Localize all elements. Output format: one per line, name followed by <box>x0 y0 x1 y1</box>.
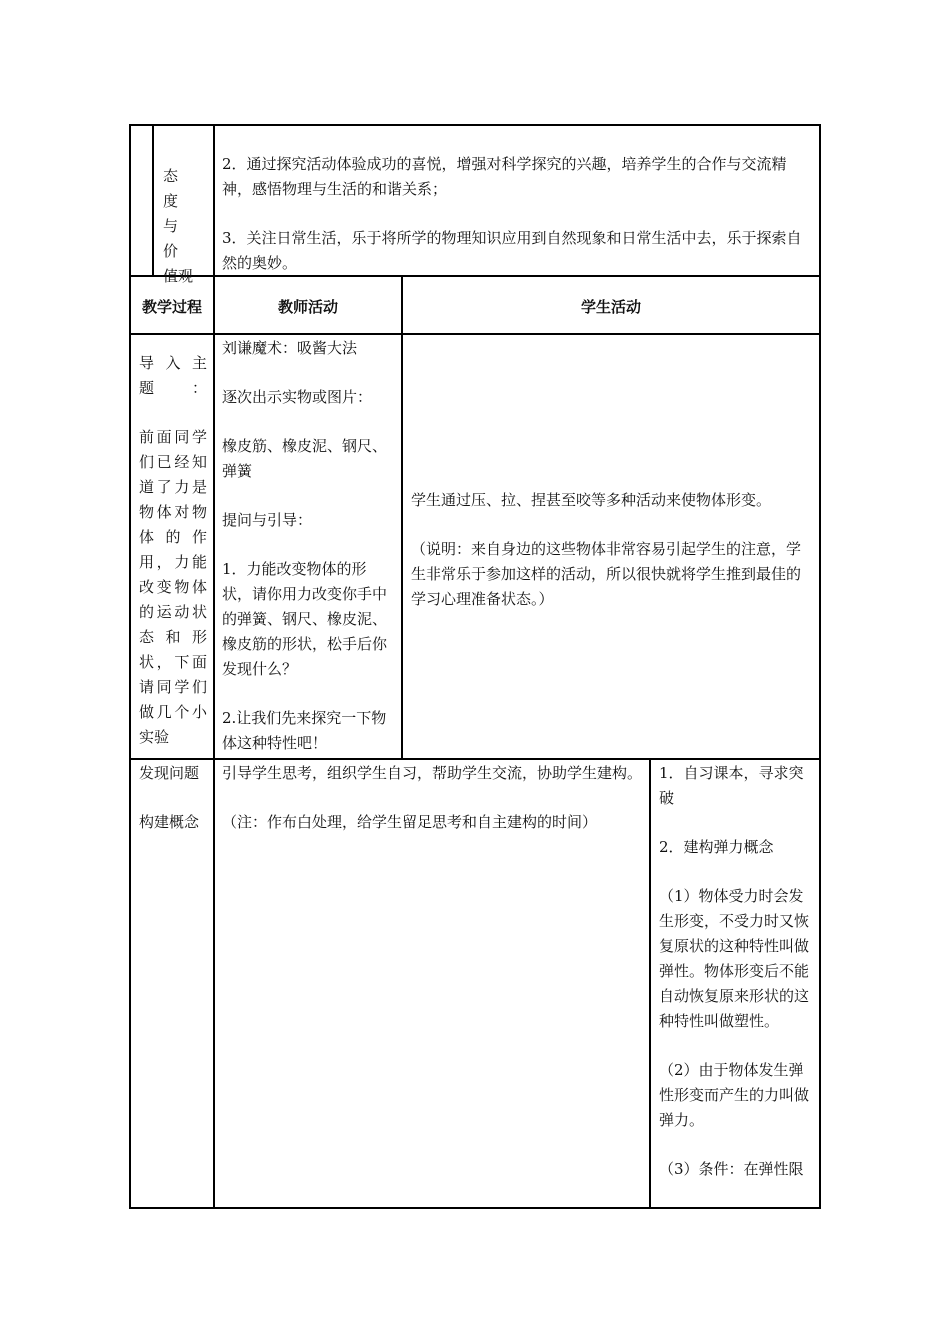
attitude-item-3: 3．关注日常生活，乐于将所学的物理知识应用到自然现象和日常生活中去，乐于探索自然的奥妙。 <box>222 229 802 272</box>
attitude-label-line: 值观 <box>163 267 194 285</box>
student-point-2: （2）由于物体发生弹性形变而产生的力叫做弹力。 <box>659 1061 810 1129</box>
table-border-top <box>129 124 821 126</box>
concept-teacher <box>222 761 644 835</box>
intro-teacher <box>222 336 396 756</box>
teacher-note: （注：作布白处理，给学生留足思考和自主建构的时间） <box>222 813 598 831</box>
student-activity: 学生通过压、拉、捏甚至咬等多种活动来使物体形变。 <box>411 491 772 509</box>
attitude-label <box>163 164 207 289</box>
header-teacher: 教师活动 <box>277 298 338 316</box>
intro-student <box>411 488 813 612</box>
teacher-items: 橡皮筋、橡皮泥、钢尺、弹簧 <box>222 437 388 480</box>
student-step-2: 2．建构弹力概念 <box>659 838 774 856</box>
header-student: 学生活动 <box>580 298 641 316</box>
table-border-bottom <box>129 1207 821 1209</box>
concept-stage-2: 构建概念 <box>139 813 200 831</box>
student-step-1: 1．自习课本，寻求突破 <box>659 764 804 807</box>
concept-stage-1: 发现问题 <box>139 764 200 782</box>
table-rule <box>401 275 403 760</box>
intro-stage <box>139 351 207 750</box>
header-process: 教学过程 <box>141 298 202 316</box>
concept-stage <box>139 761 209 835</box>
teacher-magic: 刘谦魔术：吸酱大法 <box>222 339 358 357</box>
table-rule <box>129 333 821 335</box>
intro-stage-desc: 前面同学 们已经知 道了力是 物体对物 体的作 用，力能 改变物体 的运动状 态和形 状，下面 请同学们 做几个小 实验 <box>139 428 207 746</box>
attitude-label-line: 态 度 <box>163 167 194 210</box>
teacher-show: 逐次出示实物或图片： <box>222 388 373 406</box>
table-rule <box>152 124 154 276</box>
table-rule <box>213 124 215 1209</box>
student-point-1: （1）物体受力时会发生形变，不受力时又恢复原状的这种特性叫做弹性。物体形变后不能自动恢复原来形状的这种特性叫做塑性。 <box>659 887 810 1030</box>
table-border-left <box>129 124 131 1209</box>
student-note: （说明：来自身边的这些物体非常容易引起学生的注意，学生非常乐于参加这样的活动，所以很快就将学生推到最佳的学习心理准备状态。） <box>411 540 802 608</box>
attitude-content <box>222 152 814 276</box>
table-rule <box>649 758 651 1209</box>
concept-student <box>659 761 815 1182</box>
table-border-right <box>819 124 821 1209</box>
student-point-3: （3）条件：在弹性限 <box>659 1160 804 1178</box>
intro-stage-title: 导入主题： <box>139 354 207 397</box>
teacher-question-2: 2.让我们先来探究一下物体这种特性吧！ <box>222 709 387 752</box>
attitude-label-line: 与 价 <box>163 217 194 260</box>
teacher-question-1: 1．力能改变物体的形状，请你用力改变你手中的弹簧、钢尺、橡皮泥、橡皮筋的形状，松手后你发现什么？ <box>222 560 388 678</box>
table-rule <box>129 758 821 760</box>
teacher-prompt: 提问与引导： <box>222 511 313 529</box>
attitude-item-2: 2．通过探究活动体验成功的喜悦，增强对科学探究的兴趣，培养学生的合作与交流精神，感悟物理与生活的和谐关系； <box>222 155 787 198</box>
teacher-guide: 引导学生思考，组织学生自习，帮助学生交流，协助学生建构。 <box>222 764 643 782</box>
